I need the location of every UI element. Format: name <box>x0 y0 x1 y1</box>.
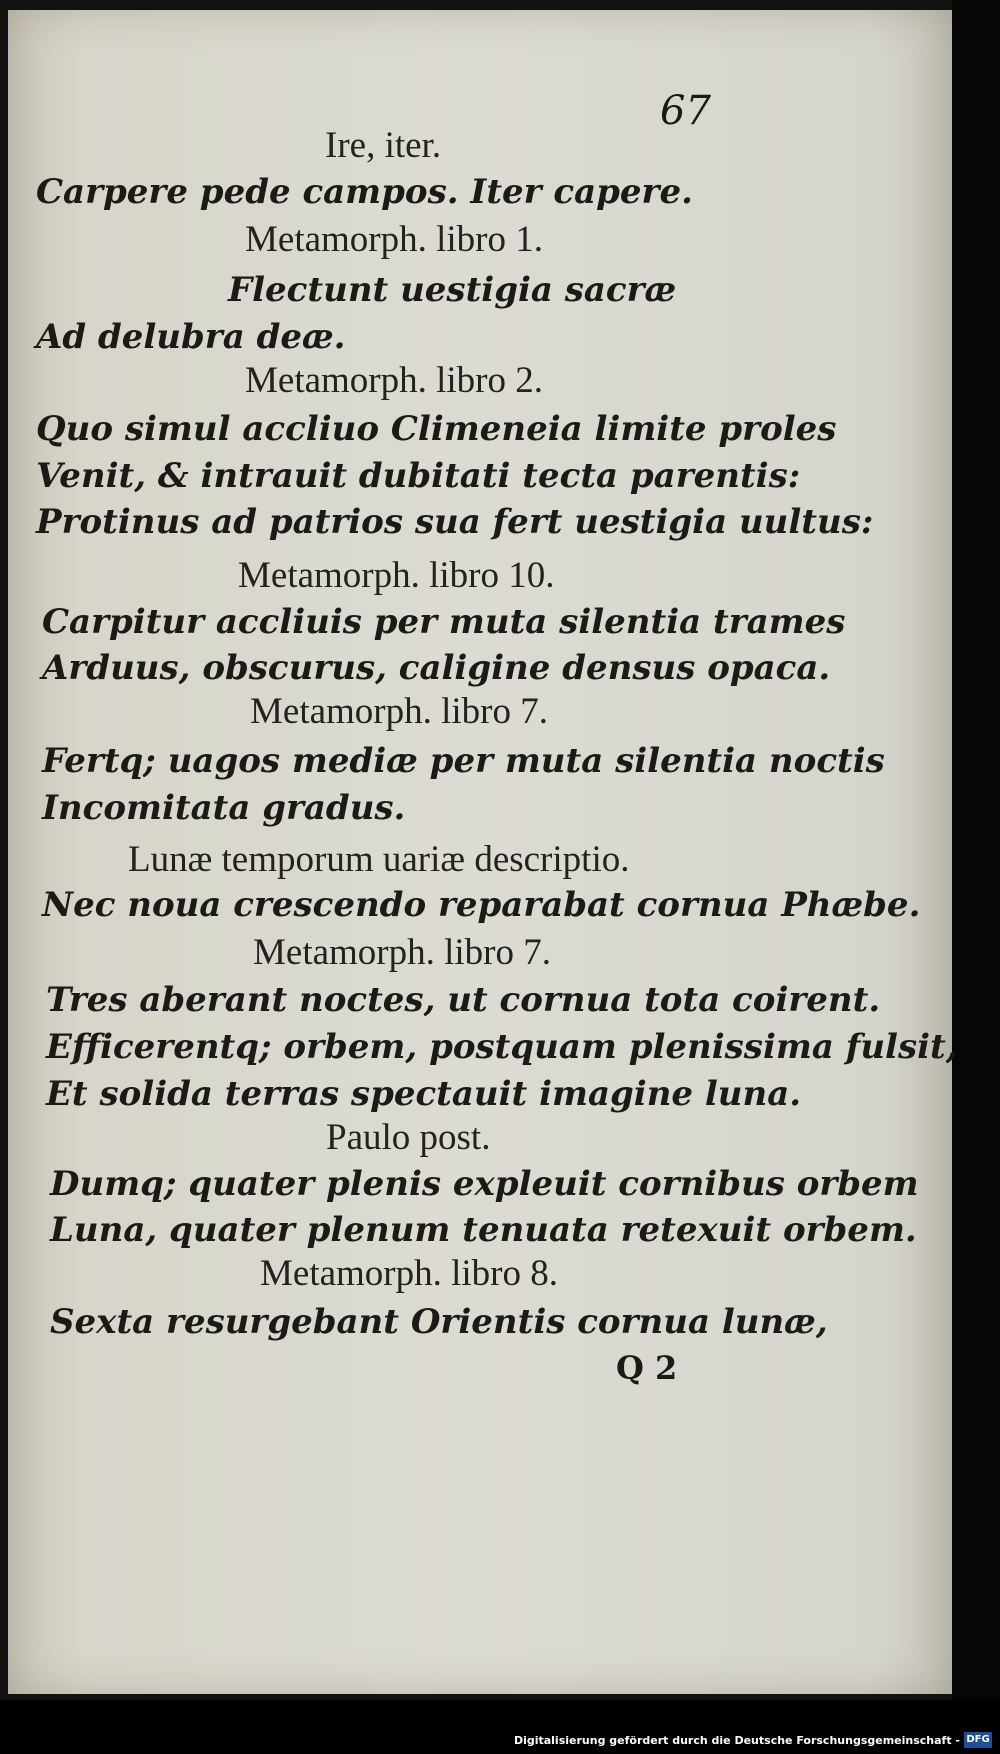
text-line: Sexta resurgebant Orientis cornua lunæ, <box>50 1302 828 1342</box>
text-line: Metamorph. libro 2. <box>245 360 544 401</box>
page-number: 67 <box>660 88 711 134</box>
page-edge-shadow <box>952 0 1000 1700</box>
text-line: Tres aberant noctes, ut cornua tota coirent. <box>46 980 881 1020</box>
dfg-logo: DFG <box>964 1732 992 1748</box>
text-line: Paulo post. <box>326 1117 491 1158</box>
text-line: Venit, & intrauit dubitati tecta parentis: <box>36 456 801 496</box>
text-line: Flectunt uestigia sacræ <box>228 270 677 310</box>
text-line: Metamorph. libro 1. <box>245 219 544 260</box>
text-line: Et solida terras spectauit imagine luna. <box>46 1074 802 1114</box>
text-line: Carpitur accliuis per muta silentia trames <box>42 602 846 642</box>
text-line: Metamorph. libro 10. <box>238 555 555 596</box>
text-line: Luna, quater plenum tenuata retexuit orbem. <box>50 1210 917 1250</box>
text-line: Quo simul accliuo Climeneia limite proles <box>36 409 837 449</box>
text-line: Incomitata gradus. <box>42 788 406 828</box>
digitization-credit: Digitalisierung gefördert durch die Deutsche Forschungsgemeinschaft - <box>513 1734 960 1747</box>
text-line: Ad delubra deæ. <box>36 317 346 357</box>
text-line: Efficerentq; orbem, postquam plenissima fulsit, <box>46 1027 958 1067</box>
text-line: Metamorph. libro 8. <box>260 1253 559 1294</box>
text-line: Fertq; uagos mediæ per muta silentia noctis <box>42 741 885 781</box>
text-line: Protinus ad patrios sua fert uestigia uultus: <box>36 502 874 542</box>
text-line: Dumq; quater plenis expleuit cornibus orbem <box>50 1164 919 1204</box>
text-line: Carpere pede campos. Iter capere. <box>36 172 693 212</box>
text-line: Lunæ temporum uariæ descriptio. <box>128 839 630 880</box>
text-line: Metamorph. libro 7. <box>253 932 552 973</box>
text-line: Ire, iter. <box>325 125 442 166</box>
signature-mark: Q 2 <box>616 1349 678 1387</box>
text-line: Metamorph. libro 7. <box>250 691 549 732</box>
text-line: Nec noua crescendo reparabat cornua Phæbe. <box>42 885 921 925</box>
text-line: Arduus, obscurus, caligine densus opaca. <box>42 648 831 688</box>
